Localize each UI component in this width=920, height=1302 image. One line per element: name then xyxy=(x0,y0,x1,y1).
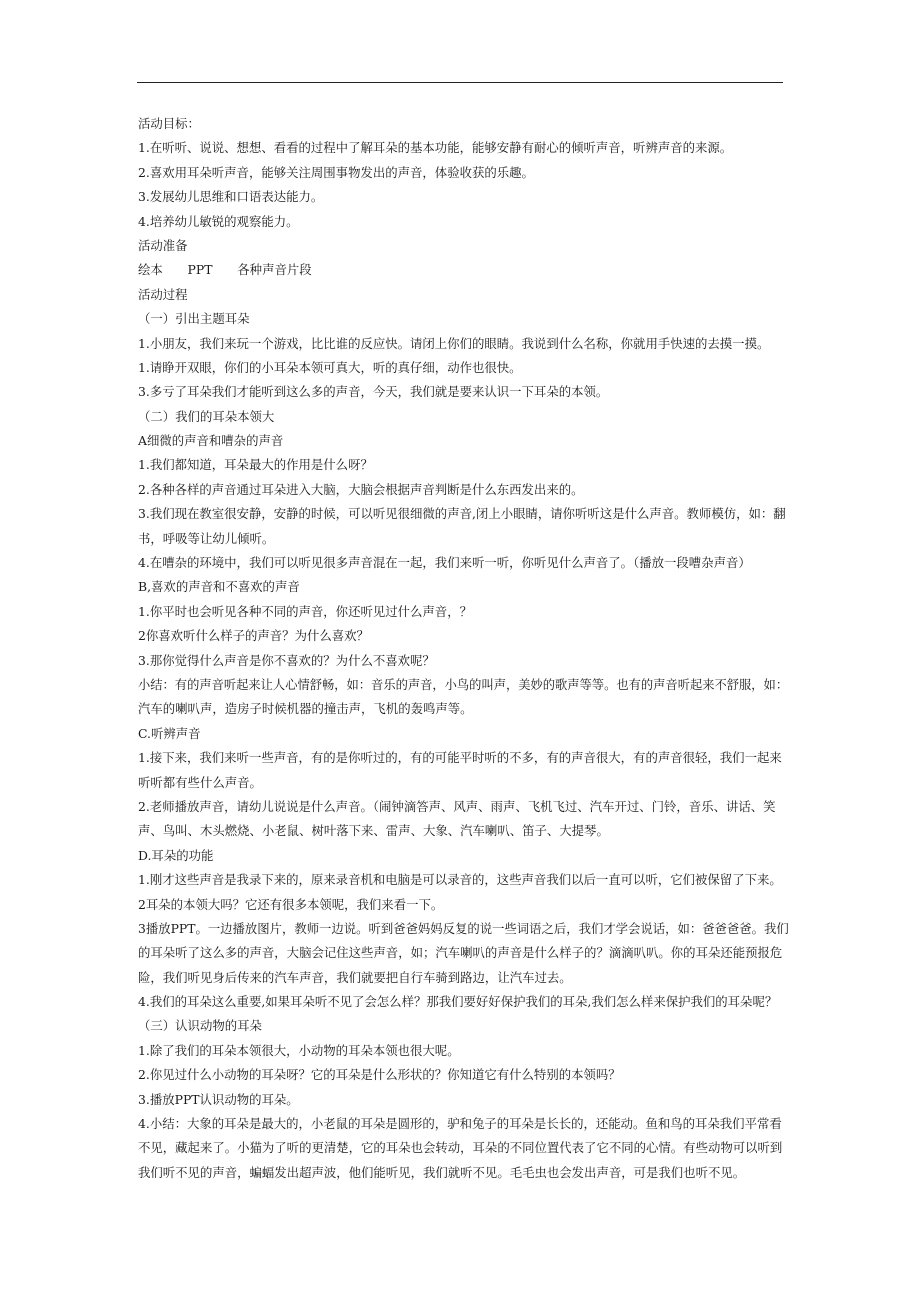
heading-activity-goals: 活动目标： xyxy=(138,116,200,131)
document-body xyxy=(138,112,788,1185)
subsection-heading: C.听辨声音 xyxy=(138,725,201,741)
section-heading: （一）引出主题耳朵 xyxy=(138,311,250,327)
text-line: 1.刚才这些声音是我录下来的，原来录音机和电脑是可以录音的，这些声音我们以后一直可以听，它们被保留了下来。 xyxy=(138,872,782,888)
text-line: 3.我们现在教室很安静，安静的时候，可以听见很细微的声音,闭上小眼睛，请你听听这是什么声音。教师模仿，如：翻 xyxy=(138,506,786,522)
text-line: 1.请睁开双眼，你们的小耳朵本领可真大，听的真仔细，动作也很快。 xyxy=(138,359,522,375)
text-line: 不见，藏起来了。小猫为了听的更清楚，它的耳朵也会转动，耳朵的不同位置代表了它不同的心情。有些动物可以听到 xyxy=(138,1140,783,1156)
text-line: 2你喜欢听什么样子的声音？为什么喜欢？ xyxy=(138,628,369,644)
text-line: 声、鸟叫、木头燃烧、小老鼠、树叶落下来、雷声、大象、汽车喇叭、笛子、大提琴。 xyxy=(138,823,609,839)
text-line: 书，呼吸等让幼儿倾听。 xyxy=(138,530,275,546)
text-line: 的耳朵听了这么多的声音，大脑会记住这些声音，如；汽车喇叭的声音是什么样子的？滴滴叭叭。你的耳朵还能预报危 xyxy=(138,945,783,961)
text-line: 3播放PPT。一边播放图片，教师一边说。听到爸爸妈妈反复的说一些词语之后，我们才学会说话，如：爸爸爸爸。我们 xyxy=(138,921,789,936)
heading-activity-process: 活动过程 xyxy=(138,286,188,302)
text-line: 3.播放PPT认识动物的耳朵。 xyxy=(138,1091,299,1107)
text-line: 绘本 PPT 各种声音片段 xyxy=(138,262,312,278)
text-line: 汽车的喇叭声，造房子时候机器的撞击声，飞机的轰鸣声等。 xyxy=(138,701,473,717)
section-heading: （二）我们的耳朵本领大 xyxy=(138,408,275,424)
header-rule xyxy=(137,82,783,83)
text-line: 1.小朋友，我们来玩一个游戏，比比谁的反应快。请闭上你们的眼睛。我说到什么名称，你就用手快速的去摸一摸。 xyxy=(138,335,770,351)
subsection-heading: B,喜欢的声音和不喜欢的声音 xyxy=(138,579,300,595)
text-line: 3.发展幼儿思维和口语表达能力。 xyxy=(138,189,324,205)
text-line: 2.喜欢用耳朵听声音，能够关注周围事物发出的声音，体验收获的乐趣。 xyxy=(138,164,534,180)
text-line: 4.我们的耳朵这么重要,如果耳朵听不见了会怎么样？那我们要好好保护我们的耳朵,我们怎么样来保护我们的耳朵呢？ xyxy=(138,994,778,1010)
text-line: 小结：有的声音听起来让人心情舒畅，如：音乐的声音，小鸟的叫声，美妙的歌声等等。也有的声音听起来不舒服，如： xyxy=(138,677,789,692)
subsection-heading: D.耳朵的功能 xyxy=(138,847,214,863)
text-line: 听听都有些什么声音。 xyxy=(138,774,262,790)
text-line: 3.多亏了耳朵我们才能听到这么多的声音，今天，我们就是要来认识一下耳朵的本领。 xyxy=(138,384,609,400)
text-line: 3.那你觉得什么声音是你不喜欢的？为什么不喜欢呢？ xyxy=(138,652,435,668)
text-line: 险，我们听见身后传来的汽车声音，我们就要把自行车骑到路边，让汽车过去。 xyxy=(138,969,572,985)
text-line: 2.老师播放声音，请幼儿说说是什么声音。（闹钟滴答声、风声、雨声、飞机飞过、汽车开过、门铃，音乐、讲话、笑 xyxy=(138,798,776,814)
text-line: 我们听不见的声音，蝙蝠发出超声波，他们能听见，我们就听不见。毛毛虫也会发出声音，可是我们也听不见。 xyxy=(138,1164,746,1180)
subsection-heading: A细微的声音和嘈杂的声音 xyxy=(138,433,284,449)
text-line: 2耳朵的本领大吗？它还有很多本领呢，我们来看一下。 xyxy=(138,896,444,912)
text-line: 1.我们都知道，耳朵最大的作用是什么呀？ xyxy=(138,457,373,473)
section-heading: （三）认识动物的耳朵 xyxy=(138,1018,262,1034)
text-line: 4.小结：大象的耳朵是最大的，小老鼠的耳朵是圆形的，驴和兔子的耳朵是长长的，还能动。鱼和鸟的耳朵我们平常看 xyxy=(138,1116,782,1132)
text-line: 1.你平时也会听见各种不同的声音，你还听见过什么声音，？ xyxy=(138,603,472,619)
text-line: 2.各种各样的声音通过耳朵进入大脑，大脑会根据声音判断是什么东西发出来的。 xyxy=(138,481,584,497)
text-line: 4.培养幼儿敏锐的观察能力。 xyxy=(138,213,299,229)
text-line: 2.你见过什么小动物的耳朵呀？它的耳朵是什么形状的？你知道它有什么特别的本领吗？ xyxy=(138,1067,621,1083)
heading-activity-prep: 活动准备 xyxy=(138,237,188,253)
text-line: 1.在听听、说说、想想、看看的过程中了解耳朵的基本功能，能够安静有耐心的倾听声音，听辨声音的来源。 xyxy=(138,140,733,156)
text-line: 1.除了我们的耳朵本领很大，小动物的耳朵本领也很大呢。 xyxy=(138,1042,460,1058)
text-line: 1.接下来，我们来听一些声音，有的是你听过的，有的可能平时听的不多，有的声音很大，有的声音很轻，我们一起来 xyxy=(138,750,782,766)
text-line: 4.在嘈杂的环境中，我们可以听见很多声音混在一起，我们来听一听，你听见什么声音了。（播放一段嘈杂声音） xyxy=(138,555,751,571)
